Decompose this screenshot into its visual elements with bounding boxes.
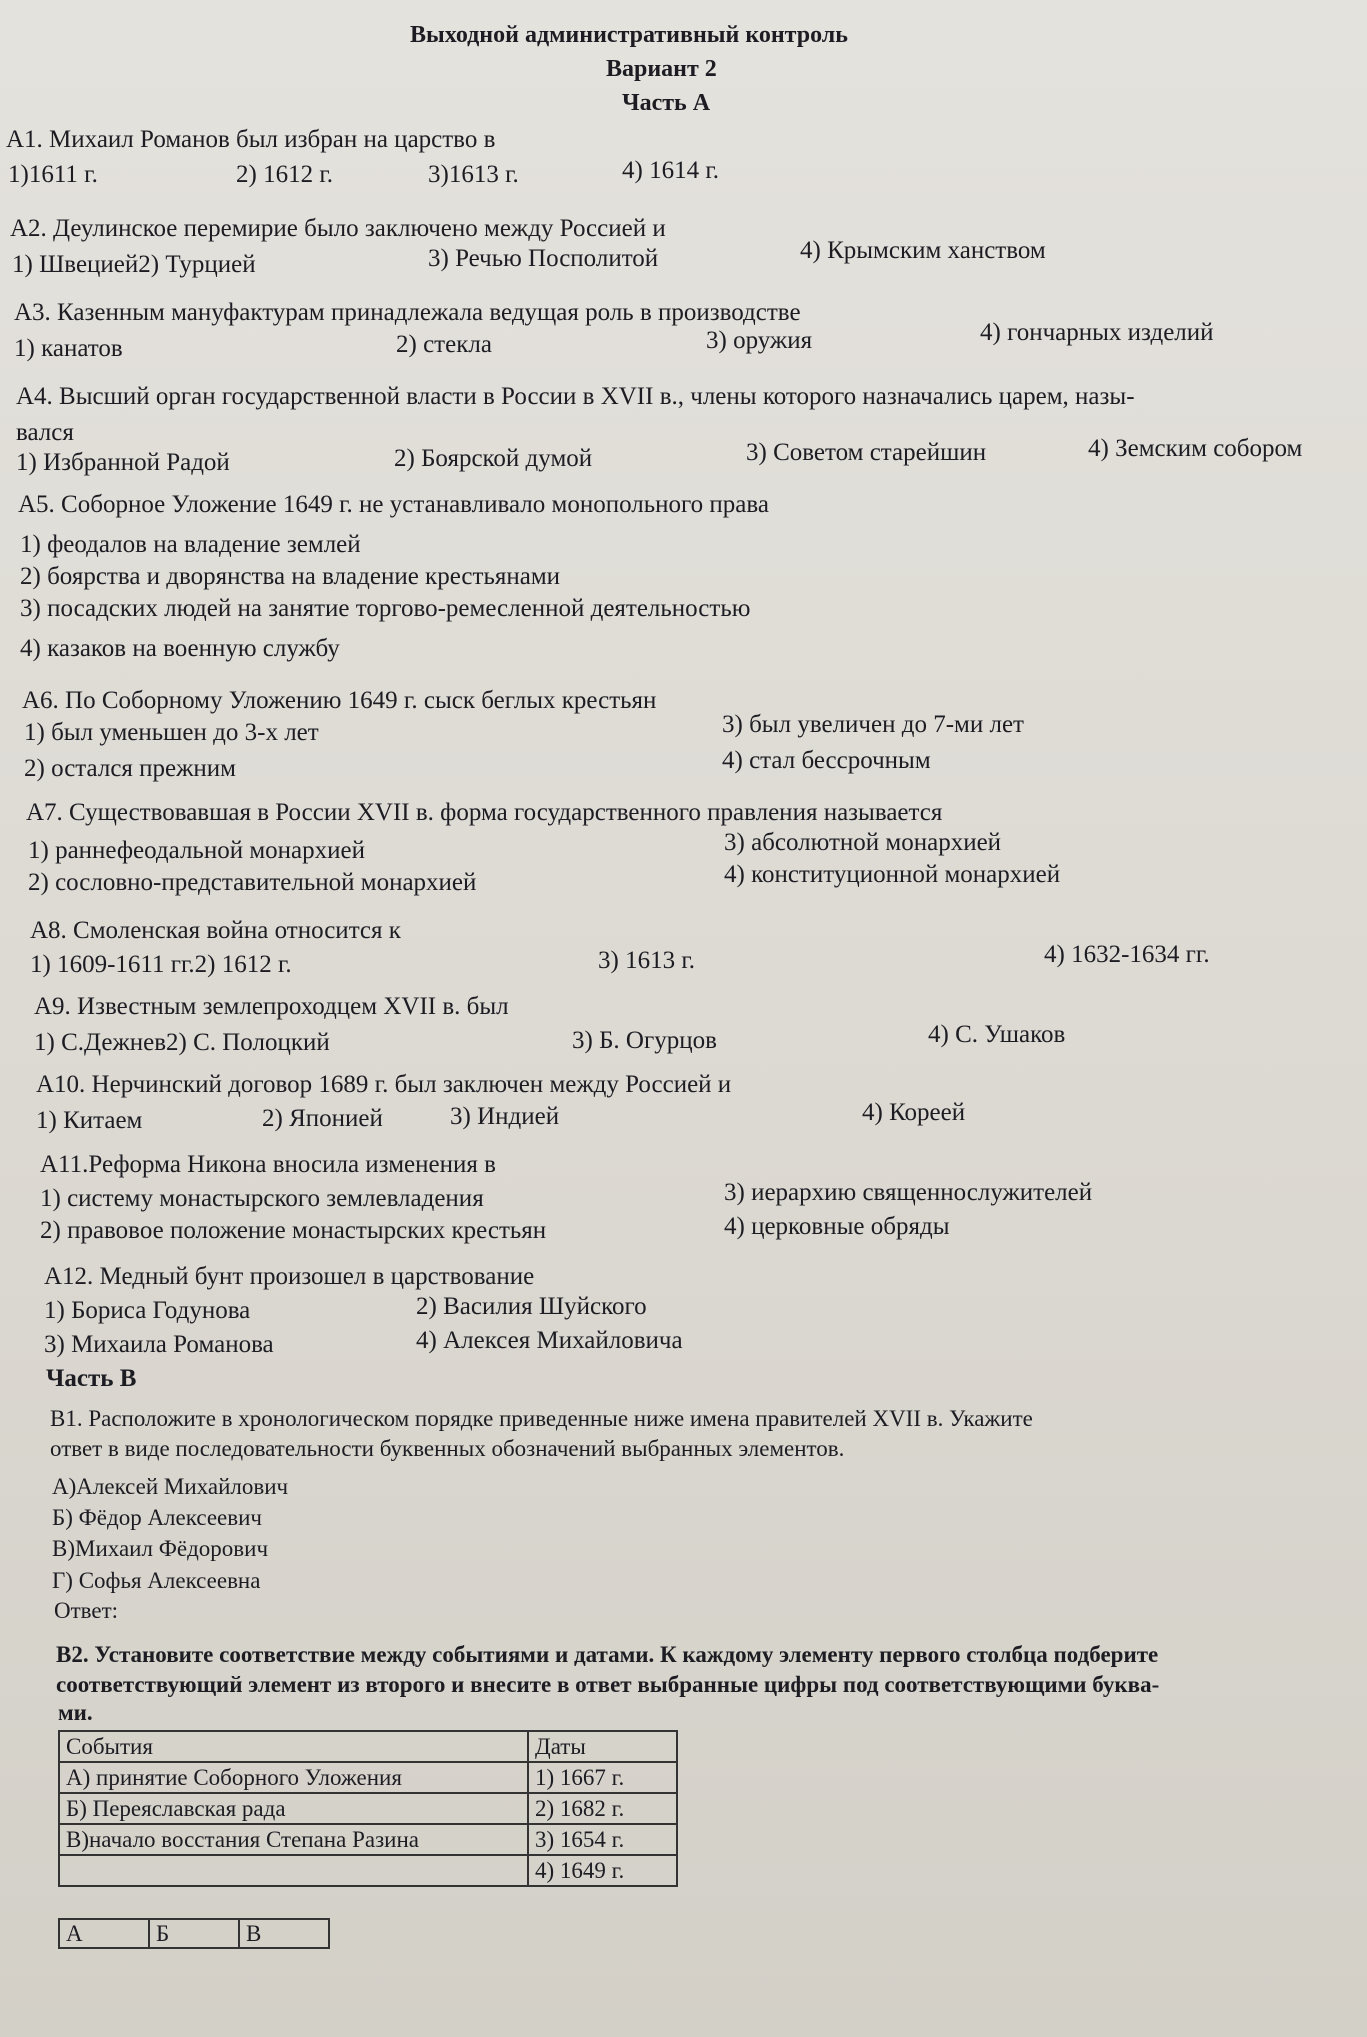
question-a3: А3. Казенным мануфактурам принадлежала ведущая роль в производстве xyxy=(14,299,801,326)
question-a10: А10. Нерчинский договор 1689 г. был заключен между Россией и xyxy=(36,1071,732,1098)
event-cell: В)начало восстания Степана Разина xyxy=(59,1824,528,1855)
a3-option-4: 4) гончарных изделий xyxy=(980,319,1214,346)
a9-option-4: 4) С. Ушаков xyxy=(928,1021,1066,1048)
date-cell: 4) 1649 г. xyxy=(528,1855,677,1886)
b1-item-g: Г) Софья Алексеевна xyxy=(52,1568,261,1593)
question-a7: А7. Существовавшая в России XVII в. форма государственного правления называется xyxy=(26,799,943,826)
part-a-label: Часть А xyxy=(622,90,711,116)
b1-item-v: В)Михаил Фёдорович xyxy=(52,1536,269,1561)
a5-option-4: 4) казаков на военную службу xyxy=(20,635,340,662)
a4-option-2: 2) Боярской думой xyxy=(394,445,593,472)
a9-option-1-2: 1) С.Дежнев2) С. Полоцкий xyxy=(34,1029,330,1056)
b1-answer-label: Ответ: xyxy=(54,1598,119,1623)
table-header-row xyxy=(59,1731,677,1762)
question-a1: А1. Михаил Романов был избран на царство в xyxy=(6,126,496,153)
event-cell: Б) Переяславская рада xyxy=(59,1793,528,1824)
question-b2-line2: соответствующий элемент из второго и внесите в ответ выбранные цифры под соответствующими буква- xyxy=(56,1672,1160,1697)
event-cell-empty xyxy=(59,1855,528,1886)
date-cell: 1) 1667 г. xyxy=(528,1762,677,1793)
question-a11: А11.Реформа Никона вносила изменения в xyxy=(40,1151,496,1178)
answer-grid xyxy=(58,1918,330,1949)
question-b2-line3: ми. xyxy=(58,1700,93,1725)
a10-option-3: 3) Индией xyxy=(450,1103,560,1130)
question-a4-line1: А4. Высший орган государственной власти в России в XVII в., члены которого назначались царем, назы- xyxy=(16,383,1135,410)
table-row xyxy=(59,1793,677,1824)
a12-option-4: 4) Алексея Михайловича xyxy=(416,1327,683,1354)
b1-item-a: А)Алексей Михайлович xyxy=(52,1474,289,1499)
question-a6: А6. По Соборному Уложению 1649 г. сыск беглых крестьян xyxy=(22,687,657,714)
a11-option-2: 2) правовое положение монастырских крестьян xyxy=(40,1217,547,1244)
a3-option-2: 2) стекла xyxy=(396,331,492,358)
a8-option-4: 4) 1632-1634 гг. xyxy=(1044,941,1210,968)
a2-option-1-2: 1) Швецией2) Турцией xyxy=(12,251,256,278)
a5-option-3: 3) посадских людей на занятие торгово-ремесленной деятельностью xyxy=(20,595,751,622)
a4-option-3: 3) Советом старейшин xyxy=(746,439,987,466)
a2-option-4: 4) Крымским ханством xyxy=(800,237,1046,264)
a6-option-3: 3) был увеличен до 7-ми лет xyxy=(722,711,1024,738)
a1-option-1: 1)1611 г. xyxy=(8,161,98,188)
question-a8: А8. Смоленская война относится к xyxy=(30,917,401,944)
a8-option-1-2: 1) 1609-1611 гг.2) 1612 г. xyxy=(30,951,292,978)
a8-option-3: 3) 1613 г. xyxy=(598,947,696,974)
a1-option-2: 2) 1612 г. xyxy=(236,161,334,188)
a1-option-3: 3)1613 г. xyxy=(428,161,519,188)
a12-option-1: 1) Бориса Годунова xyxy=(44,1297,251,1324)
date-cell: 3) 1654 г. xyxy=(528,1824,677,1855)
events-dates-table xyxy=(58,1730,678,1887)
col-events-header: События xyxy=(59,1731,528,1762)
question-b1-line2: ответ в виде последовательности буквенных обозначений выбранных элементов. xyxy=(50,1436,845,1461)
a10-option-2: 2) Японией xyxy=(262,1105,383,1132)
question-a2: А2. Деулинское перемирие было заключено между Россией и xyxy=(10,215,666,242)
date-cell: 2) 1682 г. xyxy=(528,1793,677,1824)
table-row xyxy=(59,1855,677,1886)
question-a12: А12. Медный бунт произошел в царствование xyxy=(44,1263,535,1290)
a7-option-2: 2) сословно-представительной монархией xyxy=(28,869,477,896)
a6-option-4: 4) стал бессрочным xyxy=(722,747,931,774)
table-row xyxy=(59,1824,677,1855)
question-a9: А9. Известным землепроходцем XVII в. был xyxy=(34,993,509,1020)
a10-option-1: 1) Китаем xyxy=(36,1107,143,1134)
a5-option-2: 2) боярства и дворянства на владение крестьянами xyxy=(20,563,561,590)
a7-option-1: 1) раннефеодальной монархией xyxy=(28,837,365,864)
variant-label: Вариант 2 xyxy=(606,56,717,82)
a5-option-1: 1) феодалов на владение землей xyxy=(20,531,361,558)
a3-option-3: 3) оружия xyxy=(706,327,813,354)
question-b2-line1: В2. Установите соответствие между событиями и датами. К каждому элементу первого столбца подберите xyxy=(56,1642,1159,1667)
a11-option-1: 1) систему монастырского землевладения xyxy=(40,1185,484,1212)
part-b-label: Часть В xyxy=(46,1365,137,1392)
a4-option-1: 1) Избранной Радой xyxy=(16,449,230,476)
answer-cell-v[interactable]: В xyxy=(239,1919,329,1948)
question-a5: А5. Соборное Уложение 1649 г. не устанавливало монопольного права xyxy=(18,491,769,518)
answer-cell-b[interactable]: Б xyxy=(149,1919,239,1948)
a3-option-1: 1) канатов xyxy=(14,335,123,362)
a9-option-3: 3) Б. Огурцов xyxy=(572,1027,717,1054)
col-dates-header: Даты xyxy=(528,1731,677,1762)
question-b1-line1: В1. Расположите в хронологическом порядке приведенные ниже имена правителей XVII в. Укажите xyxy=(50,1406,1033,1431)
question-a4-line2: вался xyxy=(16,419,74,446)
a12-option-2: 2) Василия Шуйского xyxy=(416,1293,647,1320)
a7-option-4: 4) конституционной монархией xyxy=(724,861,1061,888)
event-cell: А) принятие Соборного Уложения xyxy=(59,1762,528,1793)
answer-cell-a[interactable]: А xyxy=(59,1919,149,1948)
a10-option-4: 4) Кореей xyxy=(862,1099,966,1126)
table-row xyxy=(59,1762,677,1793)
b1-item-b: Б) Фёдор Алексеевич xyxy=(52,1505,262,1530)
a11-option-3: 3) иерархию священнослужителей xyxy=(724,1179,1093,1206)
a11-option-4: 4) церковные обряды xyxy=(724,1213,950,1240)
a7-option-3: 3) абсолютной монархией xyxy=(724,829,1002,856)
a6-option-1: 1) был уменьшен до 3-х лет xyxy=(24,719,319,746)
a12-option-3: 3) Михаила Романова xyxy=(44,1331,274,1358)
a2-option-3: 3) Речью Посполитой xyxy=(428,245,659,272)
a6-option-2: 2) остался прежним xyxy=(24,755,236,782)
a4-option-4: 4) Земским собором xyxy=(1088,435,1303,462)
a1-option-4: 4) 1614 г. xyxy=(622,157,720,184)
doc-title: Выходной административный контроль xyxy=(410,22,848,48)
